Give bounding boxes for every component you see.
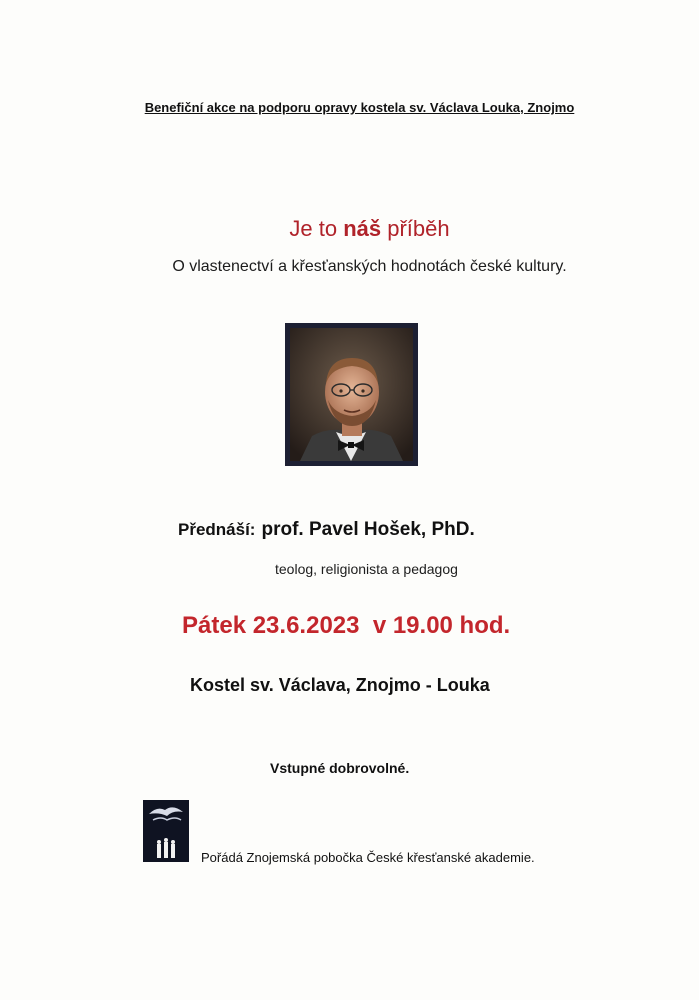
academy-logo bbox=[143, 800, 189, 862]
speaker-line bbox=[178, 519, 475, 541]
academy-logo-icon bbox=[143, 800, 189, 862]
benefit-announcement: Benefiční akce na podporu opravy kostela sv. Václava Louka, Znojmo bbox=[144, 100, 575, 115]
entry-fee-note: Vstupné dobrovolné. bbox=[270, 760, 410, 776]
speaker-label: Přednáší: bbox=[178, 520, 256, 539]
event-title bbox=[40, 216, 699, 242]
speaker-role: teolog, religionista a pedagog bbox=[275, 561, 458, 577]
event-location: Kostel sv. Václava, Znojmo - Louka bbox=[190, 675, 490, 695]
speaker-name: prof. Pavel Hošek, PhD. bbox=[261, 519, 475, 540]
event-datetime: Pátek 23.6.2023 v 19.00 hod. bbox=[182, 612, 511, 639]
title-emphasis: náš bbox=[343, 216, 382, 241]
speaker-portrait-image bbox=[290, 328, 413, 461]
speaker-photo bbox=[285, 323, 418, 466]
title-part-2: příběh bbox=[381, 216, 450, 241]
organizer-note: Pořádá Znojemská pobočka České křesťanské akademie. bbox=[201, 850, 535, 865]
title-part-1: Je to bbox=[289, 216, 344, 241]
event-subtitle: O vlastenectví a křesťanských hodnotách české kultury. bbox=[172, 258, 567, 275]
